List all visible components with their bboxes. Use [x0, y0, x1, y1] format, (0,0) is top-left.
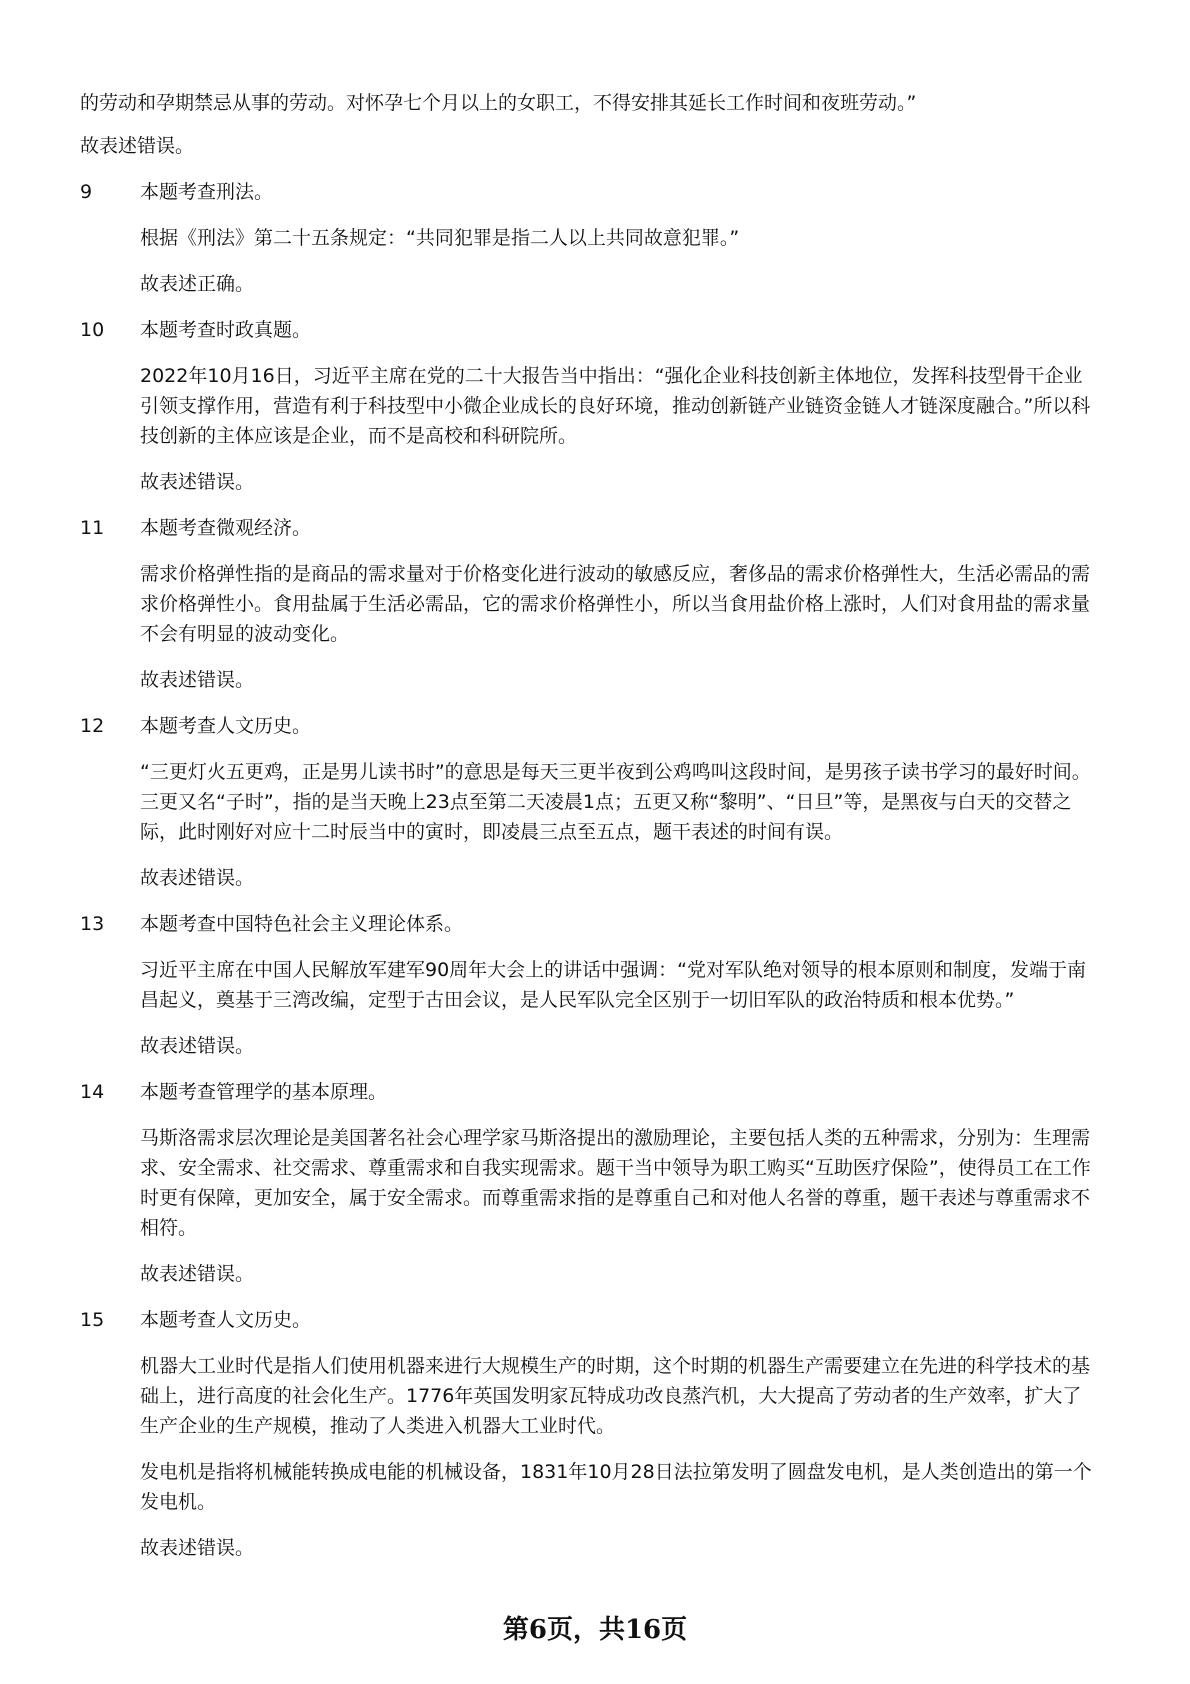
item-paragraph: 马斯洛需求层次理论是美国著名社会心理学家马斯洛提出的激励理论，主要包括人类的五种需求，分别为：生理需求、安全需求、社交需求、尊重需求和自我实现需求。题干当中领导为职工购买“互助医疗保险”，使得员工在工作时更有保障，更加安全，属于安全需求。而尊重需求指的是尊重自己和对他人名誉的尊重，题干表述与尊重需求不相符。: [140, 1127, 1091, 1239]
answer-item-12: [80, 711, 1100, 893]
item-conclusion: 故表述错误。: [140, 1263, 255, 1285]
item-paragraph: 需求价格弹性指的是商品的需求量对于价格变化进行波动的敏感反应，奢侈品的需求价格弹性大，生活必需品的需求价格弹性小。食用盐属于生活必需品，它的需求价格弹性小，所以当食用盐价格上涨时，人们对食用盐的需求量不会有明显的波动变化。: [140, 563, 1091, 645]
item-topic: 本题考查刑法。: [140, 181, 274, 203]
item-paragraph: 习近平主席在中国人民解放军建军90周年大会上的讲话中强调：“党对军队绝对领导的根本原则和制度，发端于南昌起义，奠基于三湾改编，定型于古田会议，是人民军队完全区别于一切旧军队的政治特质和根本优势。”: [140, 959, 1087, 1011]
item-number: 9: [80, 181, 93, 203]
item-paragraph: 2022年10月16日，习近平主席在党的二十大报告当中指出：“强化企业科技创新主体地位，发挥科技型骨干企业引领支撑作用，营造有利于科技型中小微企业成长的良好环境，推动创新链产业链资金链人才链深度融合。”所以科技创新的主体应该是企业，而不是高校和科研院所。: [140, 365, 1091, 447]
continuation-text: 的劳动和孕期禁忌从事的劳动。对怀孕七个月以上的女职工，不得安排其延长工作时间和夜班劳动。”: [80, 92, 917, 114]
item-topic: 本题考查微观经济。: [140, 517, 312, 539]
answer-item-13: [80, 909, 1100, 1061]
item-topic: 本题考查人文历史。: [140, 1309, 312, 1331]
item-conclusion: 故表述正确。: [140, 273, 255, 295]
answer-item-15: [80, 1305, 1100, 1563]
item-topic: 本题考查人文历史。: [140, 715, 312, 737]
answer-item-10: [80, 315, 1100, 497]
item-number: 10: [80, 319, 105, 341]
item-number: 12: [80, 715, 105, 737]
item-conclusion: 故表述错误。: [140, 1035, 255, 1057]
item-conclusion: 故表述错误。: [140, 669, 255, 691]
answer-item-14: [80, 1077, 1100, 1289]
item-number: 14: [80, 1081, 105, 1103]
page-number-footer: 第6页，共16页: [502, 1615, 688, 1645]
continuation-conclusion: 故表述错误。: [80, 135, 195, 157]
answer-item-11: [80, 513, 1100, 695]
item-number: 11: [80, 517, 105, 539]
item-paragraph: 机器大工业时代是指人们使用机器来进行大规模生产的时期，这个时期的机器生产需要建立在先进的科学技术的基础上，进行高度的社会化生产。1776年英国发明家瓦特成功改良蒸汽机，大大提高了劳动者的生产效率，扩大了生产企业的生产规模，推动了人类进入机器大工业时代。: [140, 1355, 1091, 1437]
document-content: [80, 88, 1100, 1579]
item-number: 13: [80, 913, 105, 935]
item-paragraph: 发电机是指将机械能转换成电能的机械设备，1831年10月28日法拉第发明了圆盘发电机，是人类创造出的第一个发电机。: [140, 1461, 1092, 1513]
item-paragraph: “三更灯火五更鸡，正是男儿读书时”的意思是每天三更半夜到公鸡鸣叫这段时间，是男孩子读书学习的最好时间。三更又名“子时”，指的是当天晚上23点至第二天凌晨1点；五更又称“黎明”、“日旦”等，是黑夜与白天的交替之际，此时刚好对应十二时辰当中的寅时，即凌晨三点至五点，题干表述的时间有误。: [140, 761, 1091, 843]
continuation-block: [80, 88, 1100, 161]
item-paragraph: 根据《刑法》第二十五条规定：“共同犯罪是指二人以上共同故意犯罪。”: [140, 227, 740, 249]
item-topic: 本题考查管理学的基本原理。: [140, 1081, 388, 1103]
item-conclusion: 故表述错误。: [140, 867, 255, 889]
item-topic: 本题考查中国特色社会主义理论体系。: [140, 913, 464, 935]
item-topic: 本题考查时政真题。: [140, 319, 312, 341]
item-conclusion: 故表述错误。: [140, 471, 255, 493]
item-number: 15: [80, 1309, 105, 1331]
answer-item-9: [80, 177, 1100, 299]
item-conclusion: 故表述错误。: [140, 1537, 255, 1559]
